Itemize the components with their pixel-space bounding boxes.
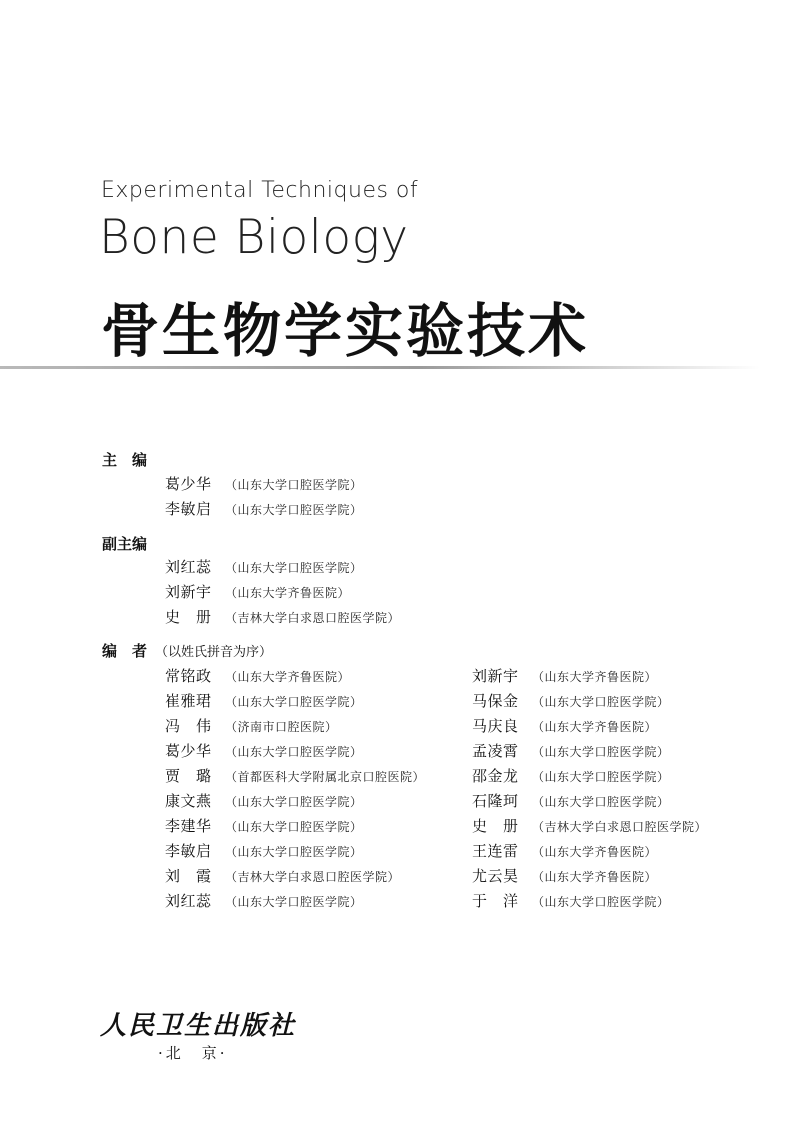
- editor-entry-left: [165, 740, 363, 761]
- chief-editors-heading: 主 编: [102, 451, 148, 469]
- editor-entry-left: [165, 865, 400, 886]
- editor-entry-right: [472, 840, 657, 861]
- editor-entry-left: [165, 840, 363, 861]
- editor-entry-right: [472, 765, 670, 786]
- editor-affiliation: （山东大学齐鲁医院）: [532, 870, 658, 884]
- editor-affiliation: （山东大学口腔医学院）: [225, 820, 363, 834]
- editor-name: 马保金: [472, 692, 519, 710]
- editor-entry-left: [165, 690, 363, 711]
- editor-entry-left: [165, 890, 363, 911]
- editor-affiliation: （山东大学口腔医学院）: [532, 895, 670, 909]
- editor-affiliation: （山东大学口腔医学院）: [225, 795, 363, 809]
- title-rule: [0, 366, 760, 369]
- editor-affiliation: （吉林大学白求恩口腔医学院）: [532, 820, 708, 834]
- editor-affiliation: （山东大学齐鲁医院）: [225, 586, 351, 600]
- editor-affiliation: （山东大学口腔医学院）: [225, 561, 363, 575]
- editor-name: 葛少华: [165, 475, 212, 493]
- deputy-editor-entry: [165, 606, 400, 627]
- editor-name: 邵金龙: [472, 767, 519, 785]
- deputy-editors-heading: 副主编: [102, 535, 148, 553]
- chinese-title: 骨生物学实验技术: [101, 297, 590, 365]
- editor-entry-left: [165, 790, 363, 811]
- editor-name: 李敏启: [165, 842, 212, 860]
- editor-affiliation: （山东大学口腔医学院）: [225, 845, 363, 859]
- editor-name: 孟凌霄: [472, 742, 519, 760]
- editor-name: 常铭政: [165, 667, 212, 685]
- editor-name: 王连雷: [472, 842, 519, 860]
- deputy-editor-entry: [165, 556, 363, 577]
- editor-entry-right: [472, 890, 670, 911]
- editor-name: 刘新宇: [472, 667, 519, 685]
- editor-entry-left: [165, 715, 338, 736]
- editor-name: 马庆良: [472, 717, 519, 735]
- editor-entry-right: [472, 665, 657, 686]
- editor-name: 刘新宇: [165, 583, 212, 601]
- editor-name: 康文燕: [165, 792, 212, 810]
- editor-affiliation: （山东大学口腔医学院）: [225, 895, 363, 909]
- editor-affiliation: （山东大学口腔医学院）: [225, 695, 363, 709]
- editor-entry-left: [165, 765, 425, 786]
- editor-entry-right: [472, 815, 707, 836]
- editor-name: 刘红蕊: [165, 892, 212, 910]
- chief-editor-entry: [165, 473, 363, 494]
- editor-affiliation: （山东大学口腔医学院）: [225, 745, 363, 759]
- editor-affiliation: （山东大学齐鲁医院）: [225, 670, 351, 684]
- editor-name: 刘红蕊: [165, 558, 212, 576]
- editor-entry-right: [472, 865, 657, 886]
- editors-heading: [102, 640, 272, 661]
- editor-affiliation: （山东大学口腔医学院）: [532, 795, 670, 809]
- editor-affiliation: （吉林大学白求恩口腔医学院）: [225, 611, 401, 625]
- editor-name: 史 册: [165, 608, 212, 626]
- editor-entry-right: [472, 690, 670, 711]
- editor-name: 崔雅珺: [165, 692, 212, 710]
- editor-name: 于 洋: [472, 892, 519, 910]
- editor-name: 刘 霞: [165, 867, 212, 885]
- editor-affiliation: （首都医科大学附属北京口腔医院）: [225, 770, 426, 784]
- editor-affiliation: （山东大学口腔医学院）: [532, 770, 670, 784]
- english-title: Bone Biology: [99, 210, 409, 265]
- editor-affiliation: （山东大学口腔医学院）: [532, 745, 670, 759]
- editor-entry-right: [472, 740, 670, 761]
- editor-name: 李建华: [165, 817, 212, 835]
- editor-name: 史 册: [472, 817, 519, 835]
- editor-affiliation: （山东大学齐鲁医院）: [532, 670, 658, 684]
- publisher-city: ·北 京·: [158, 1044, 228, 1062]
- editor-name: 石隆珂: [472, 792, 519, 810]
- deputy-editor-entry: [165, 581, 350, 602]
- editor-entry-left: [165, 665, 350, 686]
- editors-order-note: （以姓氏拼音为序）: [155, 645, 273, 660]
- publisher-logo: 人民卫生出版社: [100, 1011, 297, 1041]
- editor-name: 冯 伟: [165, 717, 212, 735]
- editor-name: 葛少华: [165, 742, 212, 760]
- editor-affiliation: （山东大学齐鲁医院）: [532, 845, 658, 859]
- editor-entry-right: [472, 715, 657, 736]
- editor-affiliation: （吉林大学白求恩口腔医学院）: [225, 870, 401, 884]
- editor-affiliation: （济南市口腔医院）: [225, 720, 338, 734]
- editor-name: 李敏启: [165, 500, 212, 518]
- editor-name: 尤云昊: [472, 867, 519, 885]
- editor-entry-right: [472, 790, 670, 811]
- editor-affiliation: （山东大学口腔医学院）: [225, 503, 363, 517]
- editors-heading-label: 编 者: [102, 642, 148, 660]
- editor-name: 贾 璐: [165, 767, 212, 785]
- editor-affiliation: （山东大学口腔医学院）: [225, 478, 363, 492]
- english-subtitle: Experimental Techniques of: [101, 178, 419, 203]
- editor-affiliation: （山东大学齐鲁医院）: [532, 720, 658, 734]
- editor-affiliation: （山东大学口腔医学院）: [532, 695, 670, 709]
- chief-editor-entry: [165, 498, 363, 519]
- editor-entry-left: [165, 815, 363, 836]
